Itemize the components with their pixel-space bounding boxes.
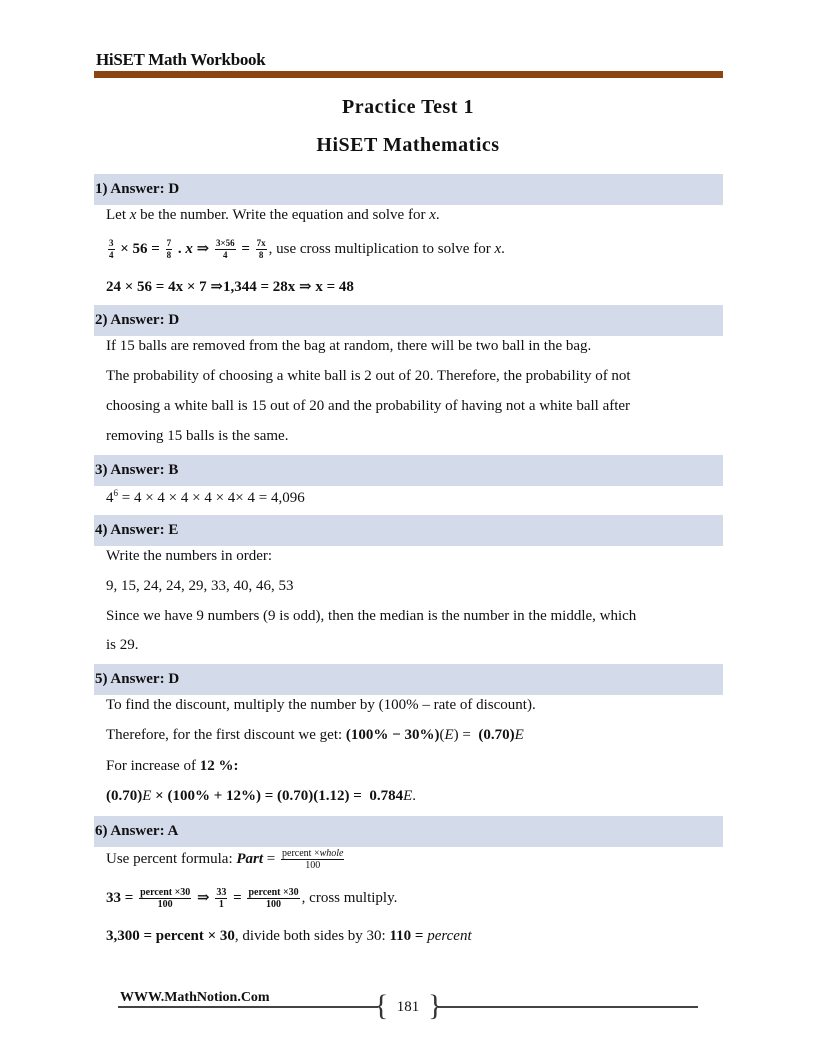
answer-2-line-3: choosing a white ball is 15 out of 20 and the probability of having not a white ball after (106, 398, 631, 414)
answer-4-line-2: 9, 15, 24, 24, 29, 33, 40, 46, 53 (106, 578, 294, 594)
answer-5-line-4: (0.70)E × (100% + 12%) = (0.70)(1.12) = 0.784E. (106, 788, 417, 804)
answer-4-line-1: Write the numbers in order: (106, 548, 273, 564)
answer-3-heading: 3) Answer: B (94, 455, 723, 486)
page-number: 181 (378, 990, 438, 1024)
answer-5-line-1: To find the discount, multiply the number by (100% – rate of discount). (106, 697, 536, 713)
answer-1-heading: 1) Answer: D (94, 174, 723, 205)
answer-4-heading: 4) Answer: E (94, 515, 723, 546)
answer-6-line-1: Use percent formula: Part = percent ×whole 100 (106, 848, 344, 871)
answer-5-heading: 5) Answer: D (94, 664, 723, 695)
answer-1-line-3: 24 × 56 = 4x × 7 ⇒1,344 = 28x ⇒ x = 48 (106, 279, 354, 295)
answer-6-heading: 6) Answer: A (94, 816, 723, 847)
answer-2-heading: 2) Answer: D (94, 305, 723, 336)
header-rule (94, 71, 723, 78)
answer-2-line-4: removing 15 balls is the same. (106, 428, 289, 444)
answer-5-line-2: Therefore, for the first discount we get: (100% − 30%)(E) = (0.70)E (106, 727, 524, 743)
answer-4-line-3: Since we have 9 numbers (9 is odd), then the median is the number in the middle, which (106, 608, 637, 624)
page-subtitle: HiSET Mathematics (316, 134, 500, 156)
page-title: Practice Test 1 (342, 96, 474, 118)
page-bracket-left: { (374, 989, 389, 1022)
answer-1-line-2: $\frac{3}{4}$ × 56 = $\frac{7}{8}$ . x ⇒ $\frac{3\times 56}{4}$ = $\frac{7x}{8}$ , use cross multiplication to solve for x. (109, 238, 505, 260)
answer-6-line-3: 3,300 = percent × 30, divide both sides by 30: 110 = percent (106, 928, 472, 944)
header-title: HiSET Math Workbook (96, 50, 266, 69)
page-bracket-right: } (428, 989, 443, 1022)
answer-2-line-1: If 15 balls are removed from the bag at random, there will be two ball in the bag. (106, 338, 592, 354)
answer-1-line-1: Let x be the number. Write the equation and solve for x. (106, 207, 440, 223)
footer-website-link[interactable]: WWW.MathNotion.Com (120, 990, 270, 1005)
answer-3-line-1: $4^6 = 4 \times 4 \times 4 \times 4 \times 4\times 4 = 4,096$ (106, 488, 305, 506)
answer-2-line-2: The probability of choosing a white ball is 2 out of 20. Therefore, the probability of not (106, 368, 631, 384)
answer-6-line-2: 33 = percent ×30 100 ⇒ $\frac{33}{1}$ = percent ×30 100 , cross multiply. (106, 887, 398, 910)
answer-4-line-4: is 29. (106, 637, 139, 653)
answer-5-line-3: For increase of 12 %: (106, 758, 239, 774)
